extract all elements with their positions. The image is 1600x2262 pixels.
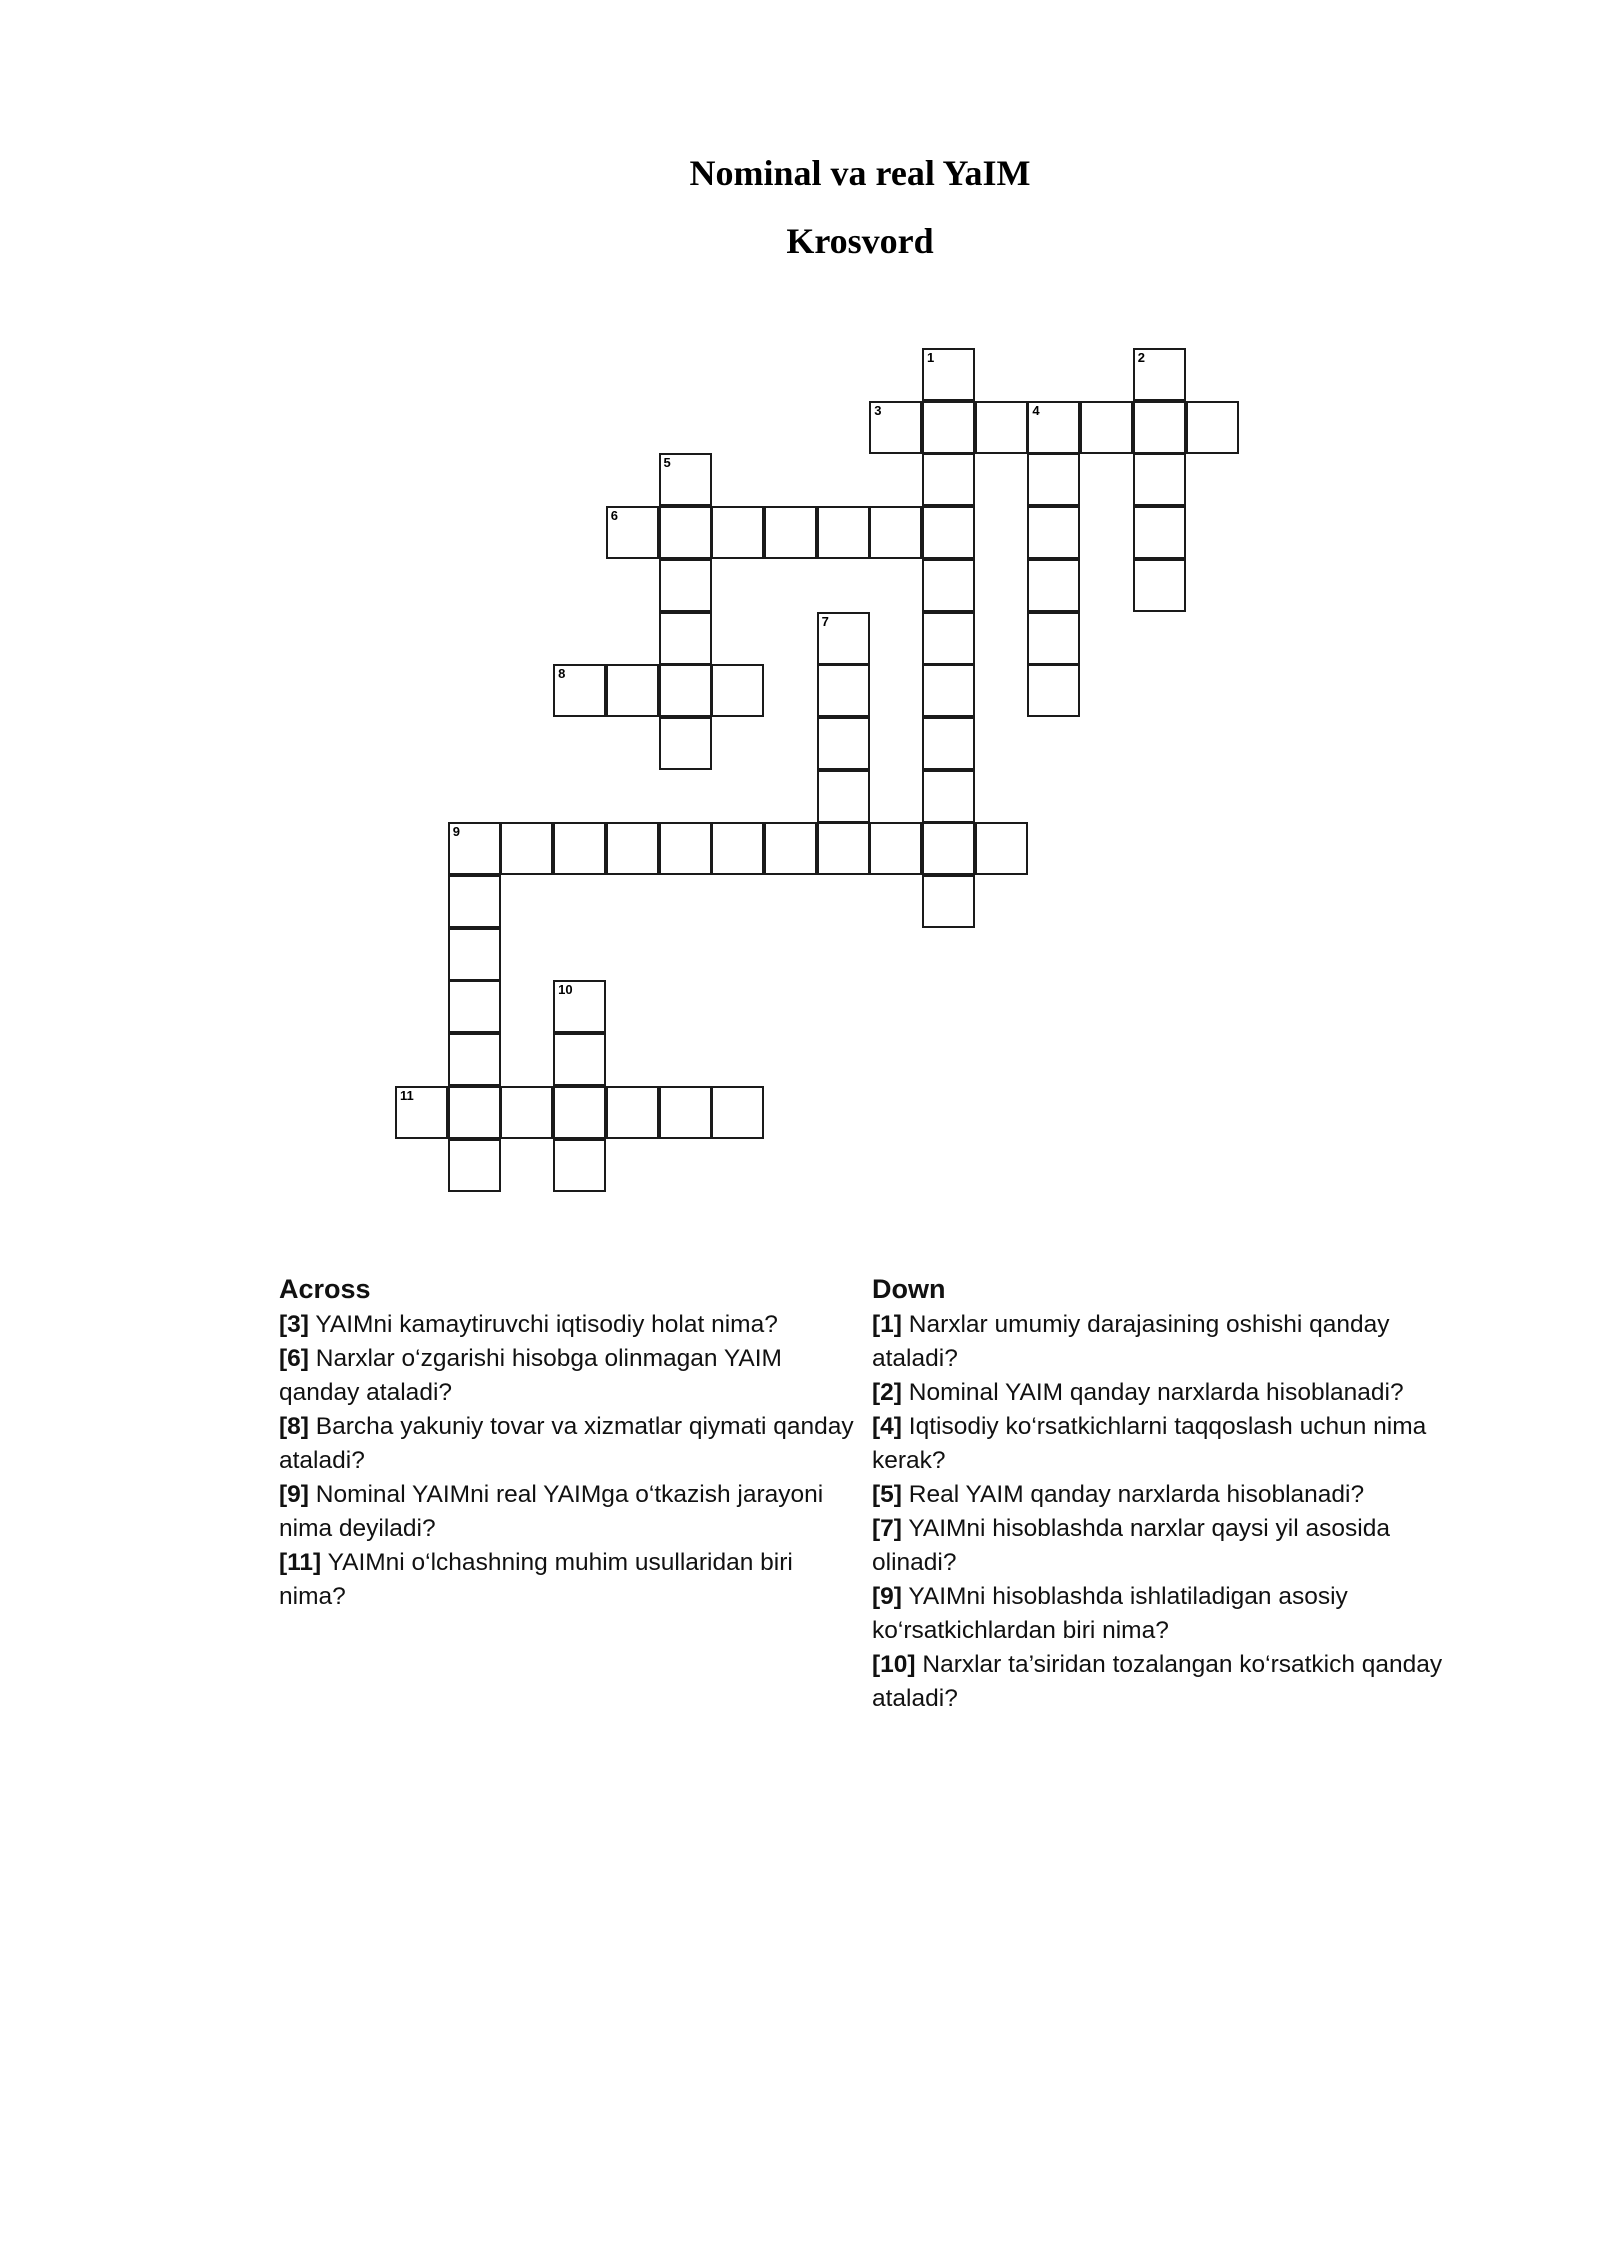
crossword-cell[interactable] bbox=[448, 875, 501, 928]
crossword-cell[interactable] bbox=[606, 664, 659, 717]
crossword-cell[interactable] bbox=[711, 664, 764, 717]
clue-across-6: [6] Narxlar o‘zgarishi hisobga olinmagan YAIM qanday ataladi? bbox=[279, 1345, 782, 1406]
crossword-cell[interactable] bbox=[764, 506, 817, 559]
crossword-cell[interactable] bbox=[448, 980, 501, 1033]
crossword-cell[interactable] bbox=[606, 506, 659, 559]
crossword-cell[interactable] bbox=[1027, 401, 1080, 454]
crossword-cell[interactable] bbox=[922, 453, 975, 506]
crossword-cell[interactable] bbox=[553, 1086, 606, 1139]
crossword-cell[interactable] bbox=[553, 1033, 606, 1086]
crossword-cell[interactable] bbox=[711, 1086, 764, 1139]
clue-down-4: [4] Iqtisodiy ko‘rsatkichlarni taqqoslash uchun nima kerak? bbox=[872, 1413, 1427, 1474]
crossword-cell[interactable] bbox=[659, 559, 712, 612]
crossword-cell[interactable] bbox=[606, 822, 659, 875]
across-clues bbox=[279, 1272, 854, 1614]
down-heading: Down bbox=[872, 1274, 946, 1304]
clue-down-7: [7] YAIMni hisoblashda narxlar qaysi yil asosida olinadi? bbox=[872, 1515, 1390, 1576]
crossword-cell[interactable] bbox=[659, 717, 712, 770]
clue-number: 7 bbox=[821, 613, 829, 629]
clue-across-8: [8] Barcha yakuniy tovar va xizmatlar qiymati qanday ataladi? bbox=[279, 1413, 854, 1474]
crossword-cell[interactable] bbox=[1133, 401, 1186, 454]
crossword-cell[interactable] bbox=[1133, 348, 1186, 401]
crossword-cell[interactable] bbox=[1133, 506, 1186, 559]
crossword-cell[interactable] bbox=[1027, 612, 1080, 665]
crossword-cell[interactable] bbox=[922, 875, 975, 928]
crossword-cell[interactable] bbox=[817, 612, 870, 665]
crossword-cell[interactable] bbox=[817, 506, 870, 559]
crossword-cell[interactable] bbox=[1080, 401, 1133, 454]
clue-across-11: [11] YAIMni o‘lchashning muhim usullaridan biri nima? bbox=[279, 1549, 793, 1610]
crossword-cell[interactable] bbox=[1027, 559, 1080, 612]
crossword-cell[interactable] bbox=[922, 664, 975, 717]
crossword-cell[interactable] bbox=[922, 770, 975, 823]
crossword-cell[interactable] bbox=[553, 822, 606, 875]
clue-number: 8 bbox=[558, 666, 566, 682]
crossword-cell[interactable] bbox=[606, 1086, 659, 1139]
crossword-cell[interactable] bbox=[922, 717, 975, 770]
crossword-cell[interactable] bbox=[869, 822, 922, 875]
crossword-cell[interactable] bbox=[922, 506, 975, 559]
across-heading: Across bbox=[279, 1274, 371, 1304]
crossword-cell[interactable] bbox=[500, 1086, 553, 1139]
crossword-cell[interactable] bbox=[922, 348, 975, 401]
crossword-cell[interactable] bbox=[553, 664, 606, 717]
page-title: Nominal va real YaIM bbox=[689, 153, 1031, 193]
crossword-cell[interactable] bbox=[922, 559, 975, 612]
crossword-cell[interactable] bbox=[922, 401, 975, 454]
clue-number: 2 bbox=[1137, 350, 1146, 365]
crossword-cell[interactable] bbox=[869, 506, 922, 559]
crossword-cell[interactable] bbox=[448, 822, 501, 875]
crossword-cell[interactable] bbox=[711, 506, 764, 559]
crossword-cell[interactable] bbox=[975, 822, 1028, 875]
crossword-cell[interactable] bbox=[659, 664, 712, 717]
clue-across-3: [3] YAIMni kamaytiruvchi iqtisodiy holat nima? bbox=[279, 1311, 778, 1338]
crossword-cell[interactable] bbox=[448, 1086, 501, 1139]
clue-number: 3 bbox=[874, 402, 882, 418]
crossword-cell[interactable] bbox=[764, 822, 817, 875]
crossword-cell[interactable] bbox=[553, 1139, 606, 1192]
clue-down-2: [2] Nominal YAIM qanday narxlarda hisoblanadi? bbox=[872, 1379, 1404, 1406]
clue-down-5: [5] Real YAIM qanday narxlarda hisoblanadi? bbox=[872, 1481, 1365, 1508]
crossword-cell[interactable] bbox=[1133, 559, 1186, 612]
crossword-cell[interactable] bbox=[659, 822, 712, 875]
clue-number: 10 bbox=[558, 982, 573, 998]
crossword-cell[interactable] bbox=[817, 717, 870, 770]
clue-down-9: [9] YAIMni hisoblashda ishlatiladigan asosiy ko‘rsatkichlardan biri nima? bbox=[872, 1583, 1348, 1644]
clue-number: 4 bbox=[1032, 402, 1040, 418]
crossword-cell[interactable] bbox=[817, 822, 870, 875]
crossword-cell[interactable] bbox=[711, 822, 764, 875]
crossword-cell[interactable] bbox=[659, 506, 712, 559]
crossword-cell[interactable] bbox=[1027, 664, 1080, 717]
crossword-cell[interactable] bbox=[922, 822, 975, 875]
crossword-cell[interactable] bbox=[448, 1033, 501, 1086]
crossword-cell[interactable] bbox=[1186, 401, 1239, 454]
page-subtitle: Krosvord bbox=[786, 221, 934, 261]
clue-across-9: [9] Nominal YAIMni real YAIMga o‘tkazish jarayoni nima deyiladi? bbox=[279, 1481, 824, 1542]
clue-number: 5 bbox=[663, 455, 671, 471]
clue-down-10: [10] Narxlar ta’siridan tozalangan ko‘rsatkich qanday ataladi? bbox=[872, 1651, 1443, 1712]
clue-number: 6 bbox=[610, 508, 619, 524]
crossword-cell[interactable] bbox=[975, 401, 1028, 454]
crossword-cell[interactable] bbox=[869, 401, 922, 454]
crossword-cell[interactable] bbox=[922, 612, 975, 665]
clue-down-1: [1] Narxlar umumiy darajasining oshishi qanday ataladi? bbox=[872, 1311, 1390, 1372]
crossword-cell[interactable] bbox=[659, 1086, 712, 1139]
crossword-cell[interactable] bbox=[659, 612, 712, 665]
crossword-cell[interactable] bbox=[817, 770, 870, 823]
crossword-cell[interactable] bbox=[817, 664, 870, 717]
clue-number: 1 bbox=[927, 350, 935, 365]
crossword-cell[interactable] bbox=[1133, 453, 1186, 506]
clue-number: 9 bbox=[452, 824, 460, 840]
down-clues bbox=[872, 1272, 1462, 1716]
crossword-cell[interactable] bbox=[395, 1086, 448, 1139]
clue-number: 11 bbox=[400, 1087, 414, 1103]
crossword-cell[interactable] bbox=[659, 453, 712, 506]
crossword-cell[interactable] bbox=[448, 1139, 501, 1192]
crossword-cell[interactable] bbox=[1027, 506, 1080, 559]
crossword-cell[interactable] bbox=[500, 822, 553, 875]
crossword-cell[interactable] bbox=[1027, 453, 1080, 506]
crossword-cell[interactable] bbox=[553, 980, 606, 1033]
crossword-cell[interactable] bbox=[448, 928, 501, 981]
